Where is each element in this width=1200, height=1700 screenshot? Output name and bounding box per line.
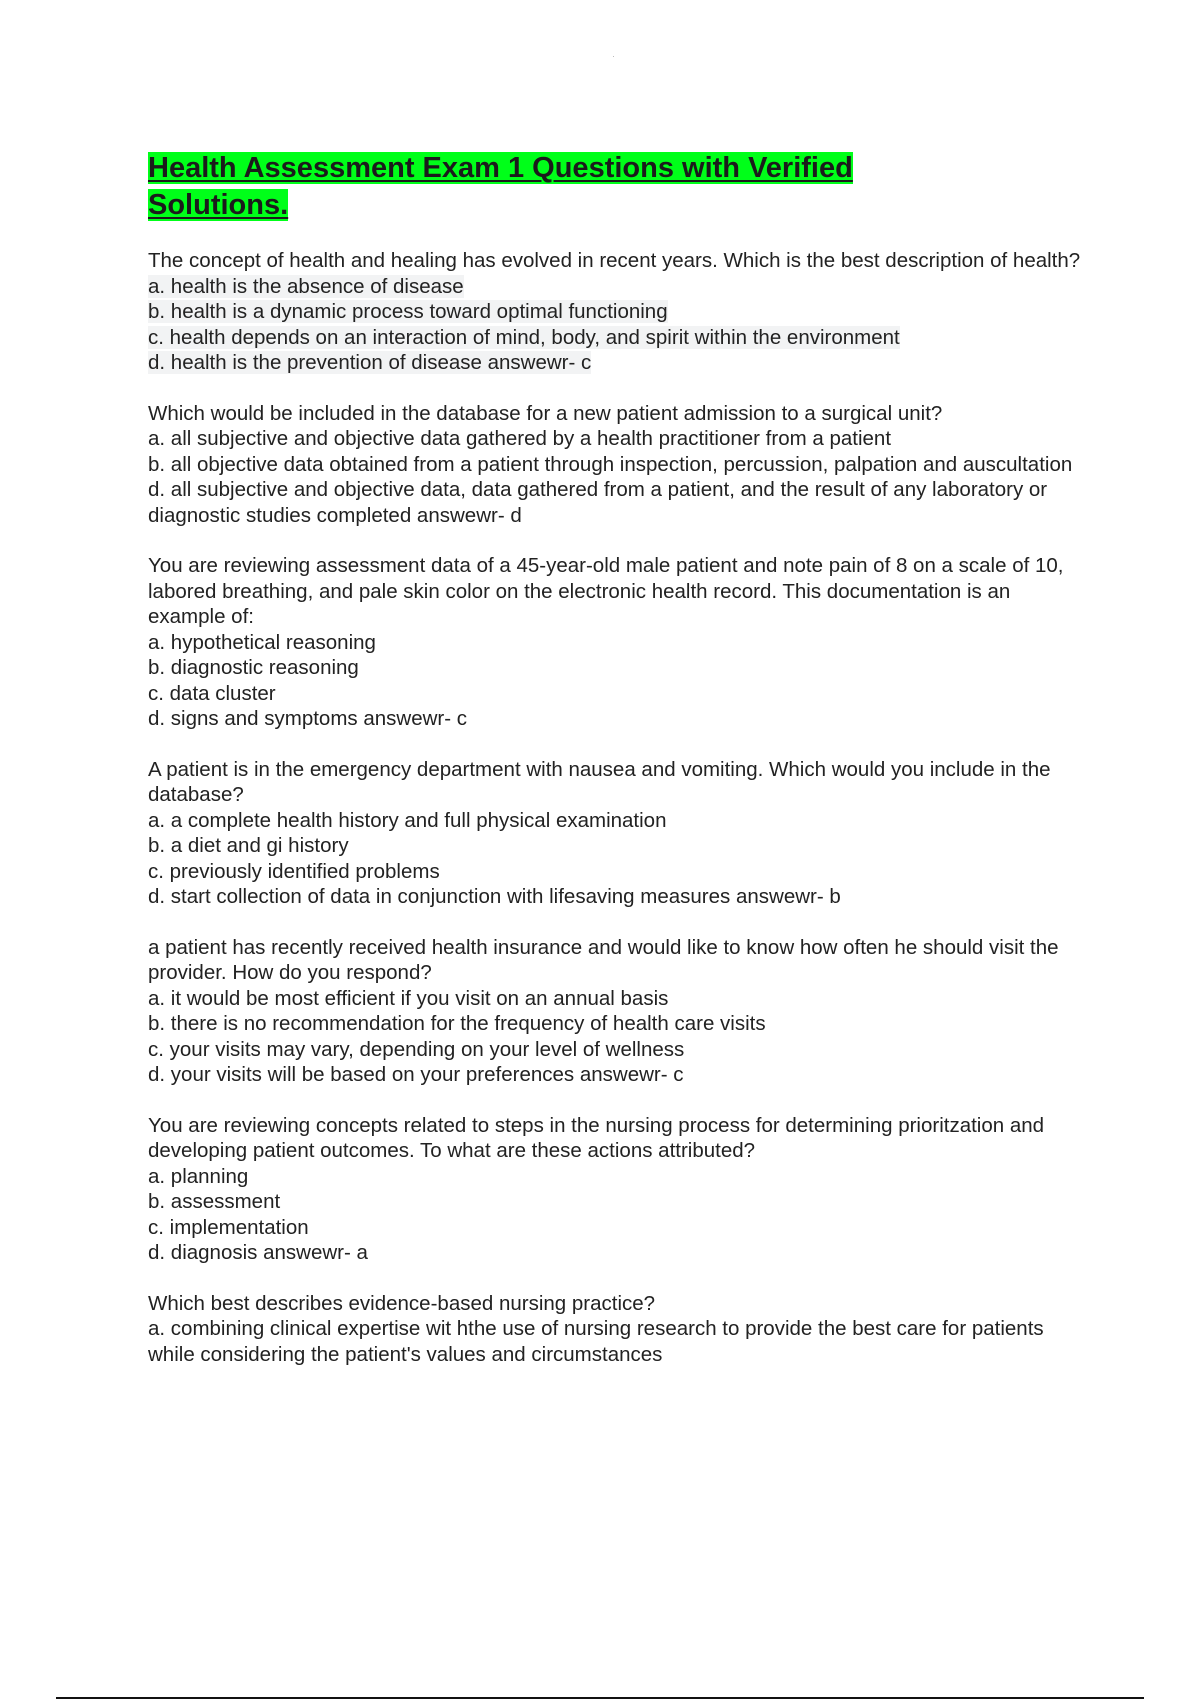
title-block xyxy=(148,150,968,224)
question-block-7 xyxy=(148,1291,1098,1368)
answer-option: a. all subjective and objective data gathered by a health practitioner from a patient xyxy=(148,427,892,450)
question-text: Which best describes evidence-based nursing practice? xyxy=(148,1291,656,1315)
answer-option: b. a diet and gi history xyxy=(148,834,349,857)
answer-option: c. previously identified problems xyxy=(148,859,440,883)
answer-option: d. start collection of data in conjunction with lifesaving measures answewr- b xyxy=(148,885,841,908)
answer-option: b. diagnostic reasoning xyxy=(148,656,359,679)
question-block-3 xyxy=(148,553,1098,732)
question-block-6 xyxy=(148,1113,1098,1266)
question-text: A patient is in the emergency department with nausea and vomiting. Which would you include in the database? xyxy=(148,757,1051,806)
answer-option: b. all objective data obtained from a patient through inspection, percussion, palpation and auscultation xyxy=(148,452,1073,476)
answer-option: b. health is a dynamic process toward optimal functioning xyxy=(148,300,668,323)
question-text: The concept of health and healing has evolved in recent years. Which is the best description of health? xyxy=(148,249,1081,272)
document-page xyxy=(148,150,1098,1392)
answer-option: c. implementation xyxy=(148,1215,309,1239)
answer-option: c. your visits may vary, depending on your level of wellness xyxy=(148,1037,685,1061)
question-block-5 xyxy=(148,935,1098,1088)
page-mark xyxy=(613,56,614,57)
answer-option: a. planning xyxy=(148,1164,249,1188)
answer-option: d. your visits will be based on your preferences answewr- c xyxy=(148,1063,684,1086)
document-title: Health Assessment Exam 1 Questions with Verified Solutions. xyxy=(148,152,853,221)
answer-option: d. all subjective and objective data, data gathered from a patient, and the result of any laboratory or diagnostic studies completed answewr- d xyxy=(148,478,1048,527)
answer-option: d. signs and symptoms answewr- c xyxy=(148,707,468,730)
answer-option: c. data cluster xyxy=(148,681,276,705)
question-block-2 xyxy=(148,401,1098,529)
answer-option: d. health is the prevention of disease answewr- c xyxy=(148,351,592,374)
question-block-1 xyxy=(148,248,1098,376)
answer-option: d. diagnosis answewr- a xyxy=(148,1241,368,1264)
question-text: a patient has recently received health insurance and would like to know how often he should visit the provider. How do you respond? xyxy=(148,935,1059,984)
bottom-divider xyxy=(56,1697,1144,1699)
answer-option: a. hypothetical reasoning xyxy=(148,630,376,654)
answer-option: b. there is no recommendation for the frequency of health care visits xyxy=(148,1012,766,1035)
answer-option: a. combining clinical expertise wit hthe use of nursing research to provide the best care for patients while considering the patient's values and circumstances xyxy=(148,1317,1044,1366)
question-text: You are reviewing assessment data of a 45-year-old male patient and note pain of 8 on a scale of 10, labored breathing, and pale skin color on the electronic health record. This documentation is an example of: xyxy=(148,554,1064,628)
question-block-4 xyxy=(148,757,1098,910)
answer-option: b. assessment xyxy=(148,1190,281,1213)
question-text: You are reviewing concepts related to steps in the nursing process for determining prioritzation and developing patient outcomes. To what are these actions attributed? xyxy=(148,1113,1045,1162)
answer-option: a. health is the absence of disease xyxy=(148,274,464,298)
answer-option: a. it would be most efficient if you visit on an annual basis xyxy=(148,986,669,1010)
answer-option: c. health depends on an interaction of mind, body, and spirit within the environment xyxy=(148,325,900,349)
question-text: Which would be included in the database for a new patient admission to a surgical unit? xyxy=(148,401,943,425)
answer-option: a. a complete health history and full physical examination xyxy=(148,808,667,832)
